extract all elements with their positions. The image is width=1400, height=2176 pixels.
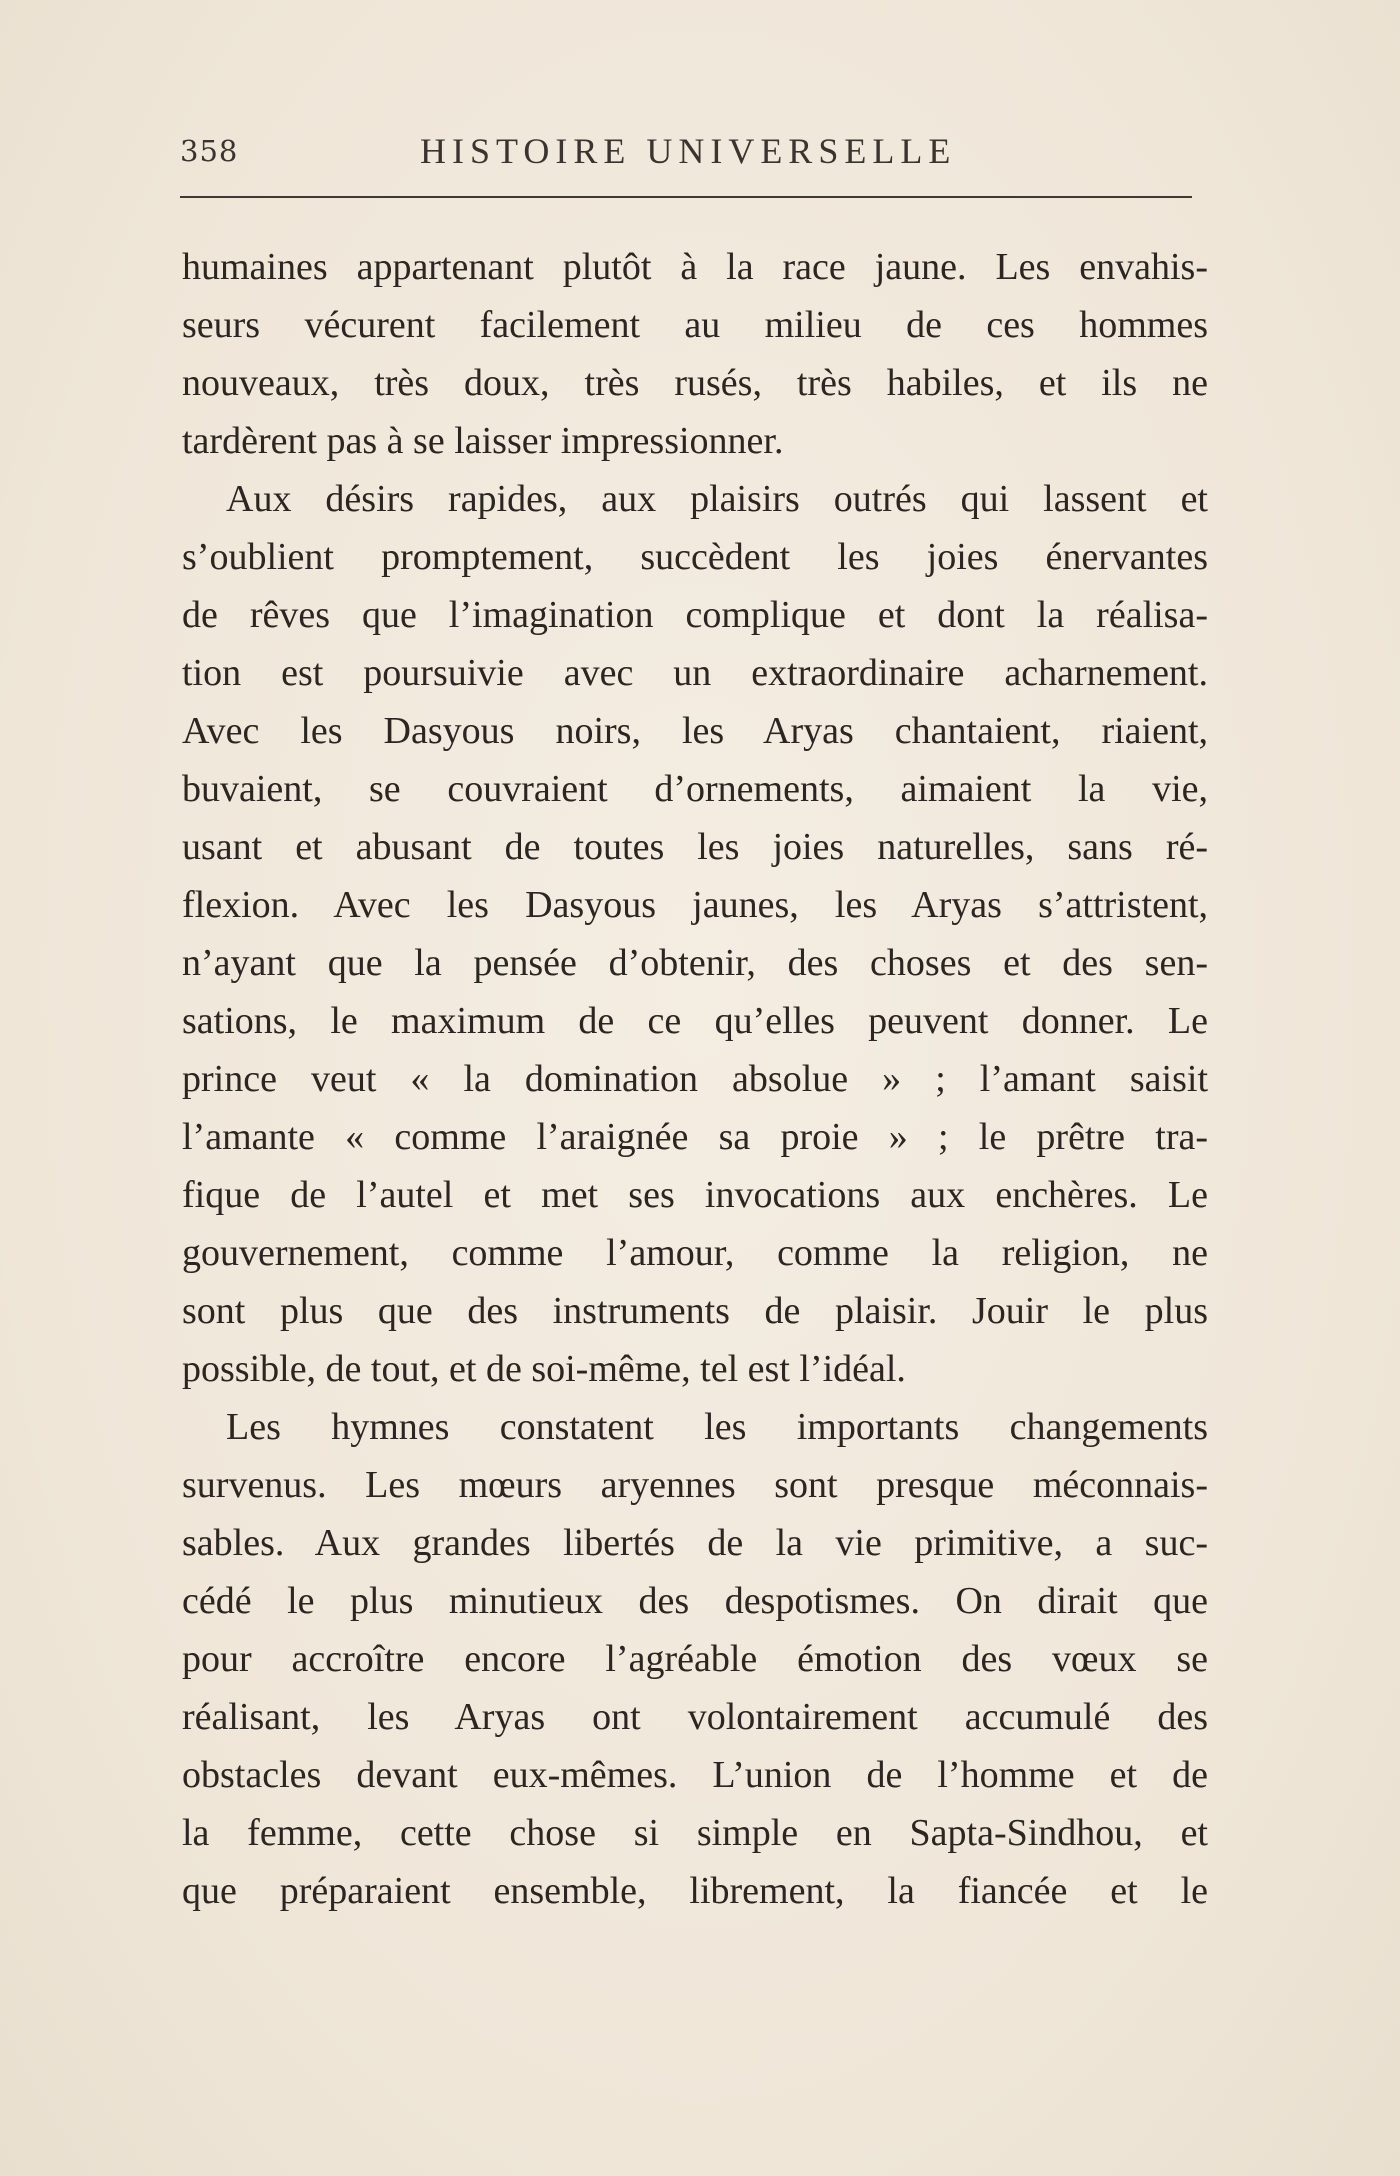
text-line: seurs vécurent facilement au milieu de ces hommes [182,304,1208,346]
text-line: pour accroître encore l’agréable émotion des vœux se [182,1638,1208,1680]
text-line: Les hymnes constatent les importants changements [226,1406,1208,1448]
text-line: tardèrent pas à se laisser impressionner. [182,420,784,462]
running-title: HISTOIRE UNIVERSELLE [420,131,957,171]
text-line: cédé le plus minutieux des despotismes. On dirait que [182,1580,1208,1622]
text-line: possible, de tout, et de soi-même, tel est l’idéal. [182,1348,906,1390]
body-text [182,238,1208,1920]
text-line: gouvernement, comme l’amour, comme la religion, ne [182,1232,1208,1274]
text-line: nouveaux, très doux, très rusés, très habiles, et ils ne [182,362,1208,404]
text-line: que préparaient ensemble, librement, la fiancée et le [182,1870,1208,1912]
text-line: fique de l’autel et met ses invocations aux enchères. Le [182,1174,1208,1216]
page-number: 358 [180,134,239,168]
text-line: l’amante « comme l’araignée sa proie » ; le prêtre tra- [182,1116,1208,1158]
text-line: obstacles devant eux-mêmes. L’union de l’homme et de [182,1754,1208,1796]
text-line: Avec les Dasyous noirs, les Aryas chantaient, riaient, [182,710,1208,752]
running-head [180,128,1190,178]
text-line: n’ayant que la pensée d’obtenir, des choses et des sen- [182,942,1208,984]
text-line: usant et abusant de toutes les joies naturelles, sans ré- [182,826,1208,868]
text-line: réalisant, les Aryas ont volontairement accumulé des [182,1696,1208,1738]
text-line: tion est poursuivie avec un extraordinaire acharnement. [182,652,1208,694]
text-line: survenus. Les mœurs aryennes sont presque méconnais- [182,1464,1208,1506]
text-line: de rêves que l’imagination complique et dont la réalisa- [182,594,1208,636]
text-line: Aux désirs rapides, aux plaisirs outrés qui lassent et [226,478,1208,520]
text-line: la femme, cette chose si simple en Sapta-Sindhou, et [182,1812,1208,1854]
text-line: prince veut « la domination absolue » ; l’amant saisit [182,1058,1208,1100]
text-line: flexion. Avec les Dasyous jaunes, les Aryas s’attristent, [182,884,1208,926]
text-line: sables. Aux grandes libertés de la vie primitive, a suc- [182,1522,1208,1564]
text-line: humaines appartenant plutôt à la race jaune. Les envahis- [182,246,1208,288]
text-line: sont plus que des instruments de plaisir. Jouir le plus [182,1290,1208,1332]
header-rule [180,196,1192,198]
text-line: buvaient, se couvraient d’ornements, aimaient la vie, [182,768,1208,810]
text-line: s’oublient promptement, succèdent les joies énervantes [182,536,1208,578]
text-line: sations, le maximum de ce qu’elles peuvent donner. Le [182,1000,1208,1042]
